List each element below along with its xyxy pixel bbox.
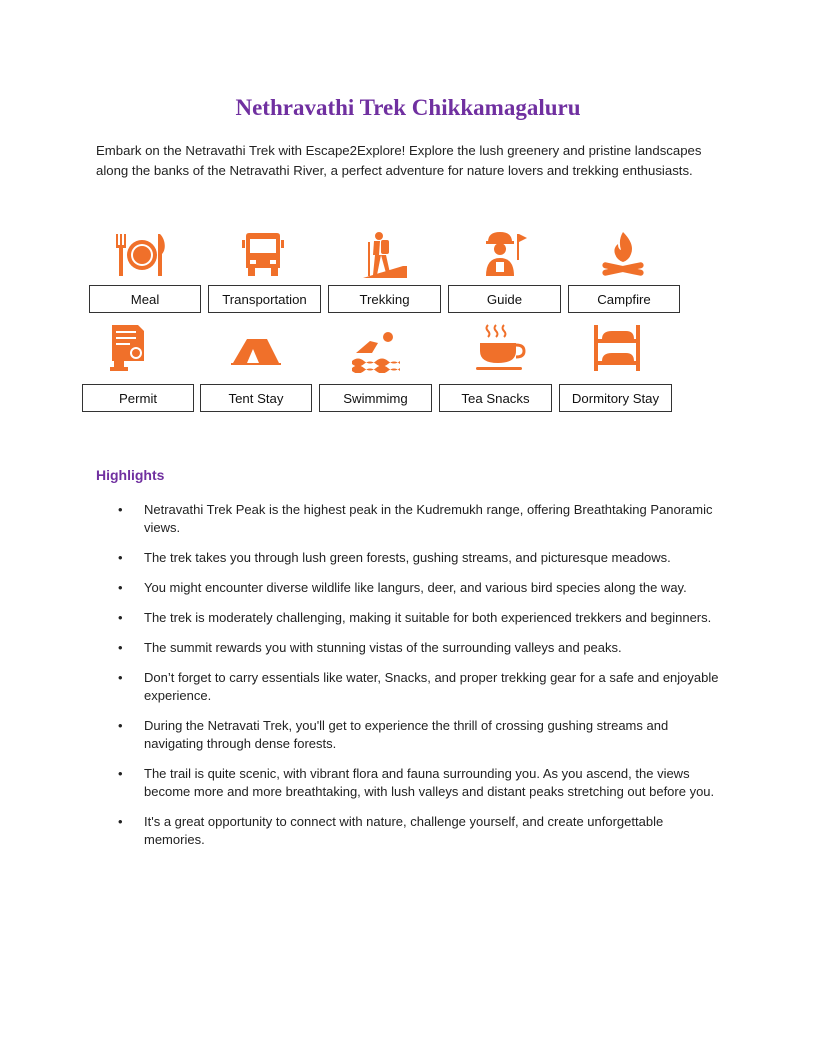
swimmer-icon <box>348 323 406 373</box>
highlight-item: • The trek is moderately challenging, making it suitable for both experienced trekkers and beginners. <box>96 609 726 627</box>
inclusion-transportation: Transportation <box>208 285 321 313</box>
page-title: Nethravathi Trek Chikkamagaluru <box>235 95 581 120</box>
highlight-item: • You might encounter diverse wildlife like langurs, deer, and various bird species along the way. <box>96 579 726 597</box>
highlight-item: • During the Netravati Trek, you'll get to experience the thrill of crossing gushing streams and navigating through dense forests. <box>96 717 726 753</box>
highlights-heading: Highlights <box>96 467 165 483</box>
inclusion-guide: Guide <box>448 285 561 313</box>
inclusion-swimming: Swimmimg <box>319 384 432 412</box>
tea-cup-icon <box>472 323 530 373</box>
inclusion-tent-stay: Tent Stay <box>200 384 312 412</box>
hiker-icon <box>355 230 413 280</box>
highlights-list <box>96 501 726 861</box>
meal-icon <box>112 230 170 280</box>
permit-icon <box>104 323 162 373</box>
highlight-item: • It's a great opportunity to connect with nature, challenge yourself, and create unforgettable memories. <box>96 813 726 849</box>
bunk-bed-icon <box>588 323 646 373</box>
inclusion-tea-snacks: Tea Snacks <box>439 384 552 412</box>
inclusion-meal: Meal <box>89 285 201 313</box>
highlight-item: • The trail is quite scenic, with vibrant flora and fauna surrounding you. As you ascend, the views become more and more breathtaking, with lush valleys and distant peaks stretching out before you. <box>96 765 726 801</box>
bus-icon <box>234 230 292 280</box>
highlight-item: • Don’t forget to carry essentials like water, Snacks, and proper trekking gear for a safe and enjoyable experience. <box>96 669 726 705</box>
inclusion-permit: Permit <box>82 384 194 412</box>
inclusion-trekking: Trekking <box>328 285 441 313</box>
guide-icon <box>474 230 532 280</box>
highlight-item: • Netravathi Trek Peak is the highest peak in the Kudremukh range, offering Breathtaking Panoramic views. <box>96 501 726 537</box>
campfire-icon <box>594 230 652 280</box>
inclusion-dormitory-stay: Dormitory Stay <box>559 384 672 412</box>
highlight-item: • The summit rewards you with stunning vistas of the surrounding valleys and peaks. <box>96 639 726 657</box>
tent-icon <box>227 323 285 373</box>
highlight-item: • The trek takes you through lush green forests, gushing streams, and picturesque meadows. <box>96 549 726 567</box>
inclusion-campfire: Campfire <box>568 285 680 313</box>
intro-paragraph: Embark on the Netravathi Trek with Escape2Explore! Explore the lush greenery and pristine landscapes along the banks of the Netravathi River, a perfect adventure for nature lovers and trekking enthusiasts. <box>96 143 702 178</box>
